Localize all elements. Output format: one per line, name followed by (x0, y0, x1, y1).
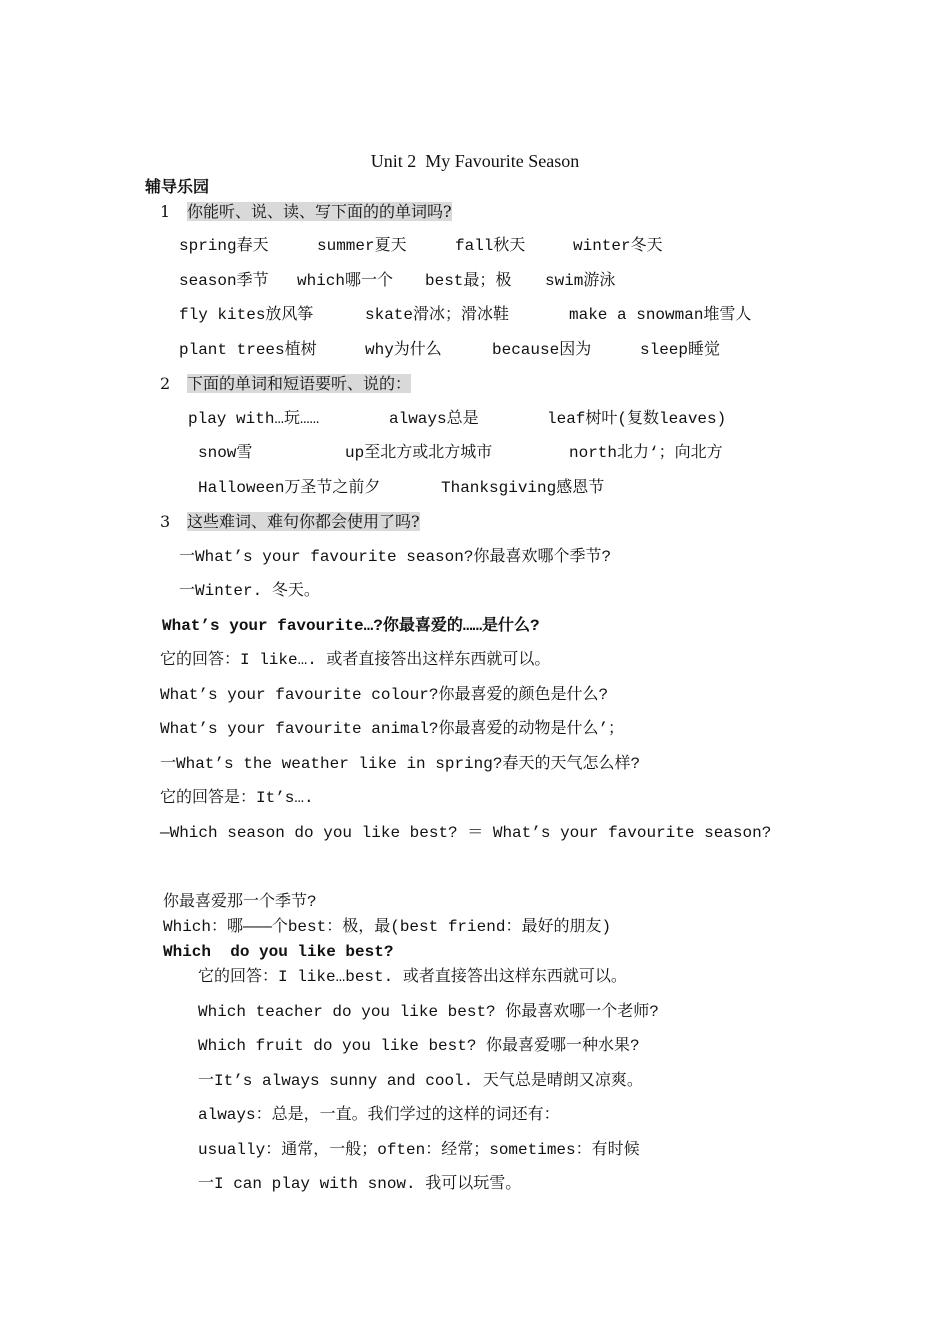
vocab-item: which哪一个 (297, 272, 394, 290)
page-title: Unit 2 My Favourite Season (370, 151, 580, 171)
note-line: What’s your favourite colour?你最喜爱的颜色是什么? (160, 686, 609, 704)
phrase-item: snow雪 (198, 444, 253, 462)
vocab-item: spring春天 (179, 237, 269, 255)
phrase-item: Halloween万圣节之前夕 (198, 479, 381, 497)
dialogue-line: 一Winter. 冬天。 (179, 582, 320, 600)
q2-heading: 下面的单词和短语要听、说的： (187, 374, 412, 393)
q2-number: 2 (160, 374, 171, 393)
vocab-item: best最；极 (425, 272, 512, 290)
note-line: Which fruit do you like best? 你最喜爱哪一种水果? (198, 1037, 640, 1055)
phrase-item: Thanksgiving感恩节 (441, 479, 605, 497)
phrase-item: leaf树叶(复数leaves) (547, 410, 727, 428)
phrase-item: up至北方或北方城市 (345, 444, 493, 462)
q3-heading: 这些难词、难句你都会使用了吗? (187, 512, 420, 531)
vocab-item: because因为 (492, 341, 592, 359)
vocab-item: why为什么 (365, 341, 442, 359)
vocab-item: skate滑冰；滑冰鞋 (365, 306, 510, 324)
vocab-item: plant trees植树 (179, 341, 317, 359)
vocab-item: fly kites放风筝 (179, 306, 314, 324)
vocab-item: season季节 (179, 272, 269, 290)
note-heading: Which do you like best? (163, 943, 394, 961)
note-line: 一What’s the weather like in spring?春天的天气怎么样? (160, 755, 641, 773)
note-heading: What’s your favourite…?你最喜爱的……是什么? (162, 617, 540, 635)
phrase-item: north北力‘；向北方 (569, 444, 723, 462)
note-line: —Which season do you like best? ＝ What’s your favourite season? (160, 824, 772, 842)
note-line: What’s your favourite animal?你最喜爱的动物是什么’； (160, 720, 625, 738)
vocab-item: swim游泳 (545, 272, 616, 290)
vocab-item: summer夏天 (317, 237, 407, 255)
note-line: 它的回答：I like…best. 或者直接答出这样东西就可以。 (198, 968, 627, 986)
section-heading: 辅导乐园 (145, 177, 210, 196)
note-line: 你最喜爱那一个季节? (163, 893, 317, 911)
vocab-item: winter冬天 (573, 237, 663, 255)
vocab-item: sleep睡觉 (640, 341, 721, 359)
vocab-item: make a snowman堆雪人 (569, 306, 752, 324)
q1-number: 1 (160, 202, 171, 221)
phrase-item: always总是 (389, 410, 479, 428)
note-line: usually：通常，一般；often：经常；sometimes：有时候 (198, 1141, 640, 1159)
vocab-item: fall秋天 (455, 237, 526, 255)
note-line: Which：哪———个best：极，最(best friend：最好的朋友) (163, 918, 612, 936)
note-line: Which teacher do you like best? 你最喜欢哪一个老师? (198, 1003, 659, 1021)
note-line: 它的回答是：It’s…. (160, 789, 314, 807)
phrase-item: play with…玩…… (188, 410, 320, 428)
note-line: 一I can play with snow. 我可以玩雪。 (198, 1175, 522, 1193)
note-line: 一It’s always sunny and cool. 天气总是晴朗又凉爽。 (198, 1072, 643, 1090)
dialogue-line: 一What’s your favourite season?你最喜欢哪个季节? (179, 548, 612, 566)
note-line: always：总是，一直。我们学过的这样的词还有： (198, 1106, 560, 1124)
note-line: 它的回答：I like…. 或者直接答出这样东西就可以。 (160, 651, 551, 669)
q1-heading: 你能听、说、读、写下面的的单词吗? (187, 202, 452, 221)
q3-number: 3 (160, 512, 171, 531)
